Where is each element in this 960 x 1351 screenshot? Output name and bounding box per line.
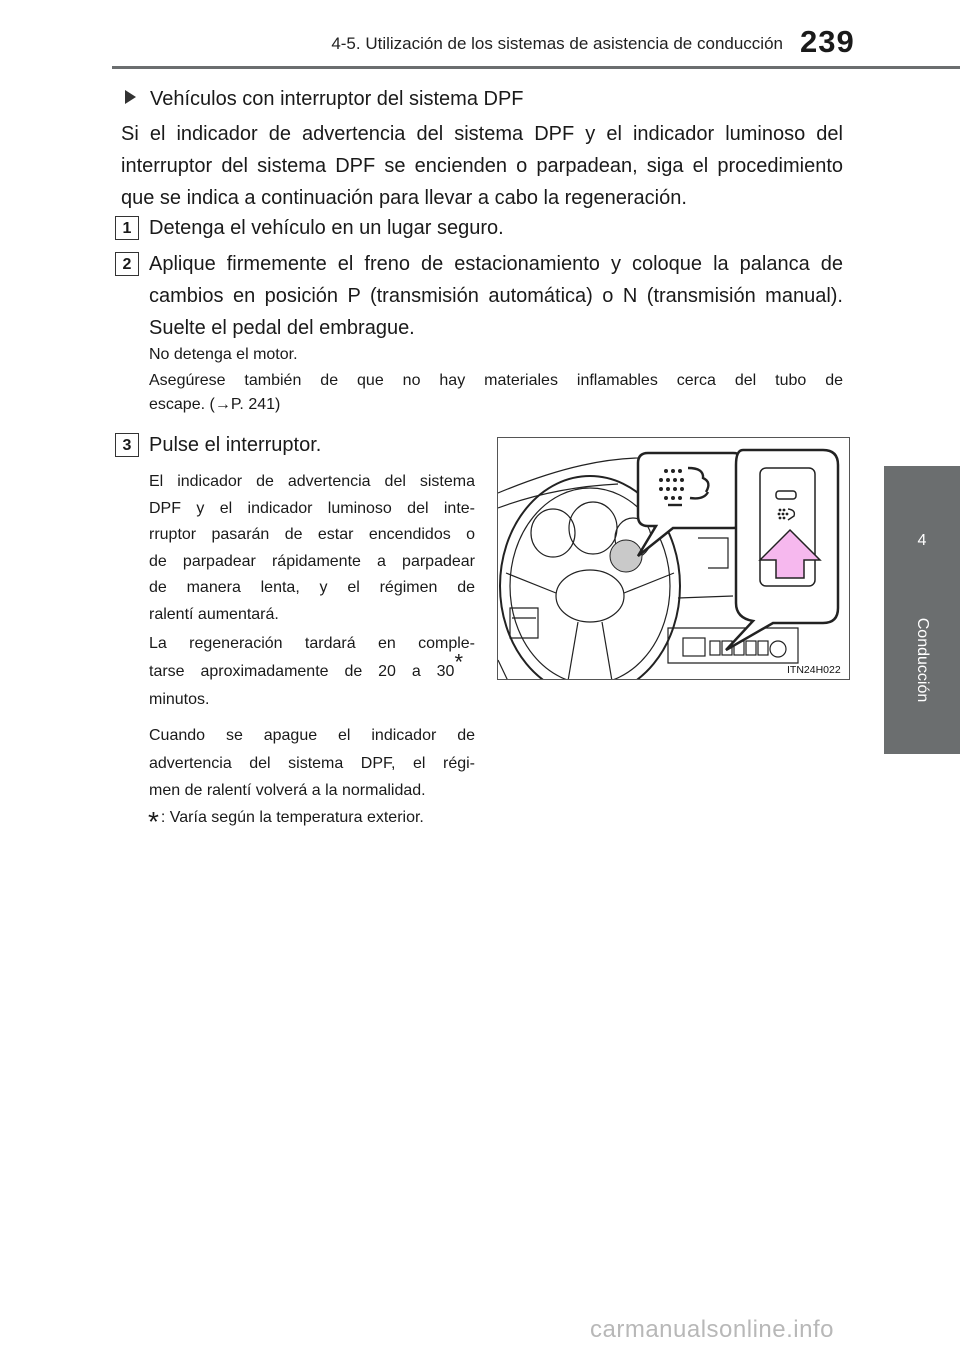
note-line: de manera lenta, y el régimen de — [149, 579, 475, 597]
note-line: advertencia del sistema DPF, el régi- — [149, 754, 475, 772]
intro-line: Si el indicador de advertencia del sistema DPF y el indicador luminoso del — [121, 123, 843, 145]
step-3-text — [149, 429, 479, 461]
intro-paragraph — [121, 118, 843, 214]
section-heading — [125, 88, 524, 111]
watermark: carmanualsonline.info — [590, 1316, 834, 1343]
page-number: 239 — [800, 24, 855, 59]
step-line: Suelte el pedal del embrague. — [149, 317, 415, 339]
note-line: rruptor pasarán de estar encendidos o — [149, 526, 475, 544]
chapter-label: Conducción — [914, 617, 931, 703]
note-line: de parpadear rápidamente a parpadear — [149, 552, 475, 570]
note-line: Cuando se apague el indicador de — [149, 727, 475, 744]
note-line: DPF y el indicador luminoso del inte- — [149, 499, 475, 517]
chapter-label-wrap — [907, 605, 937, 715]
step-2-note — [149, 343, 843, 367]
note-line: men de ralentí volverá a la normalidad. — [149, 782, 426, 799]
step-3-note — [149, 630, 475, 714]
note-line: La regeneración tardará en comple- — [149, 635, 475, 652]
header-rule — [112, 66, 960, 69]
note-line: No detenga el motor. — [149, 346, 298, 363]
step-line: Aplique firmemente el freno de estacionamiento y coloque la palanca de — [149, 253, 843, 275]
figure-code: ITN24H022 — [787, 664, 841, 676]
note-line: escape. (→P. 241) — [149, 396, 281, 413]
step-3-note — [149, 722, 475, 805]
note-line: minutos. — [149, 691, 210, 708]
chapter-number: 4 — [917, 532, 927, 549]
intro-line: interruptor del sistema DPF se encienden o parpadean, siga el procedimiento — [121, 155, 843, 177]
footnote — [148, 806, 424, 838]
note-line: ralentí aumentará. — [149, 605, 279, 623]
intro-line: que se indica a continuación para llevar a cabo la regeneración. — [121, 187, 687, 209]
dashboard-illustration — [497, 437, 850, 680]
step-2-note — [149, 369, 843, 417]
note-line-text: tarse aproximadamente de 20 a 30 — [149, 663, 455, 680]
header-section-title: 4-5. Utilización de los sistemas de asistencia de conducción — [331, 34, 783, 53]
footnote-marker: * — [148, 806, 159, 837]
note-line — [149, 649, 475, 686]
step-line: Detenga el vehículo en un lugar seguro. — [149, 217, 504, 239]
triangle-bullet-icon — [125, 90, 136, 104]
step-line: Pulse el interruptor. — [149, 434, 322, 456]
step-line: cambios en posición P (transmisión automática) o N (transmisión manual). — [149, 285, 843, 307]
step-1-text — [149, 212, 843, 244]
footnote-superscript: * — [454, 649, 463, 675]
step-number-box: 2 — [115, 252, 139, 276]
step-number-box: 3 — [115, 433, 139, 457]
step-3-note — [149, 469, 475, 629]
section-heading-text: Vehículos con interruptor del sistema DPF — [150, 88, 524, 110]
dashboard-drawing — [498, 438, 850, 680]
footnote-text: : Varía según la temperatura exterior. — [160, 809, 424, 826]
step-number-box: 1 — [115, 216, 139, 240]
step-2-text — [149, 248, 843, 344]
note-line: El indicador de advertencia del sistema — [149, 473, 475, 490]
note-line: Asegúrese también de que no hay materiales inflamables cerca del tubo de — [149, 372, 843, 389]
